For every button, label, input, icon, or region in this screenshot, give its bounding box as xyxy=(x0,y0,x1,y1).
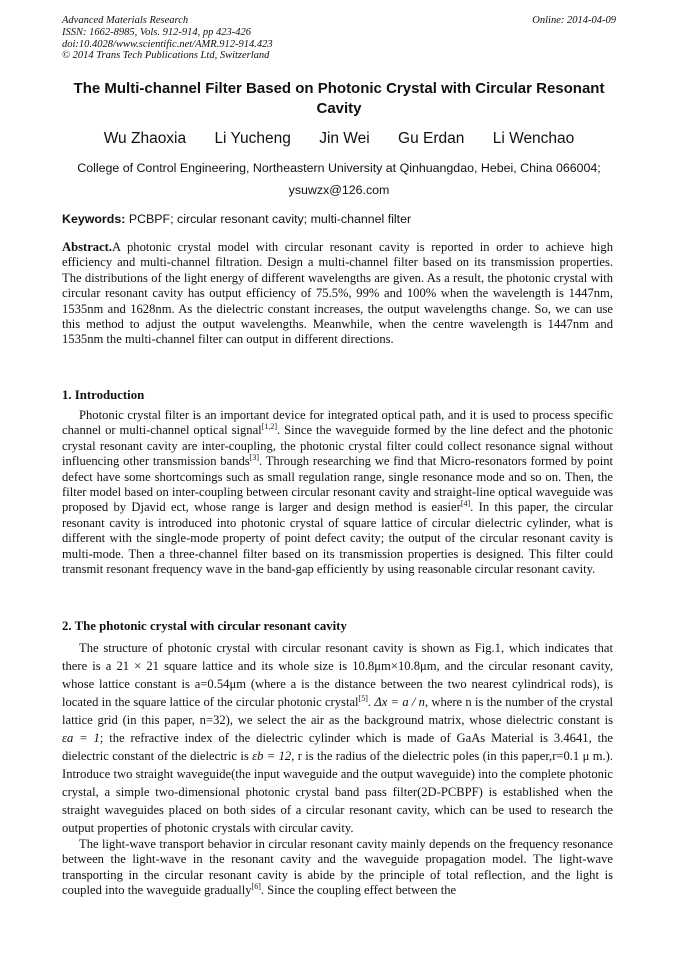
equation: Δx = a / n xyxy=(374,695,425,709)
author: Jin Wei xyxy=(319,130,370,147)
issn-line: ISSN: 1662-8985, Vols. 912-914, pp 423-426 xyxy=(62,26,251,38)
author-list xyxy=(62,130,616,148)
email: ysuwzx@126.com xyxy=(288,183,390,197)
author: Wu Zhaoxia xyxy=(103,130,187,147)
abstract xyxy=(62,240,613,348)
abstract-label: Abstract. xyxy=(62,240,113,254)
citation: [6] xyxy=(251,882,261,892)
copyright-line: © 2014 Trans Tech Publications Ltd, Switzerland xyxy=(62,50,270,62)
section-heading: 1. Introduction xyxy=(62,388,145,402)
paragraph: The light-wave transport behavior in circular resonant cavity mainly depends on the frequency resonance between the light-wave in the resonant cavity and the waveguide propagation model. The light-wave transporting in the circular resonant cavity is abide by the principle of total reflection, and the light is coupled into the waveguide gradually[6]. Since the coupling effect between the xyxy=(62,837,613,898)
citation: [1,2] xyxy=(261,422,278,432)
keywords-text: PCBPF; circular resonant cavity; multi-channel filter xyxy=(128,212,412,226)
journal-name: Advanced Materials Research xyxy=(62,15,189,26)
section-heading: 2. The photonic crystal with circular resonant cavity xyxy=(62,619,347,633)
equation: εb = 12 xyxy=(252,749,292,763)
online-date: Online: 2014-04-09 xyxy=(532,15,616,26)
paper-title: The Multi-channel Filter Based on Photonic Crystal with Circular Resonant Cavity xyxy=(73,80,605,117)
keywords xyxy=(62,212,616,226)
citation: [4] xyxy=(460,499,471,509)
citation: [5] xyxy=(358,693,368,703)
paragraph: The structure of photonic crystal with circular resonant cavity is shown as Fig.1, which indicates that there is a 21 × 21 square lattice and its whole size is 10.8μm×10.8μm, and the circular resonant cavity, whose lattice constant is a=0.54μm (where a is the distance between the two nearest cylindrical rods), is located in the square lattice of the circular photonic crystal[5]. Δx = a / n, where n is the number of the crystal lattice grid (in this paper, n=32), we select the air as the background matrix, whose dielectric constant is εa = 1; the refractive index of the dielectric cylinder which is made of GaAs Material is 3.4641, the dielectric constant of the dielectric is εb = 12, r is the radius of the dielectric poles (in this paper,r=0.1 μ m.). Introduce two straight waveguide(the input waveguide and the output waveguide) into the complete photonic crystal, a simple two-dimensional photonic crystal band pass filter(2D-PCBPF) is established when the straight waveguides placed on both sides of a circular resonant cavity, which can be used to research the output properties of photonic crystals with circular cavity. xyxy=(62,641,613,835)
author: Li Wenchao xyxy=(492,130,575,147)
paragraph: Photonic crystal filter is an important device for integrated optical path, and it is used to process specific channel or multi-channel optical signal[1,2]. Since the waveguide formed by the line defect and the photonic crystal resonant cavity are inter-coupling, the photonic crystal filter could collect resonance signal without influencing other transmission bands[3]. Through researching we find that Micro-resonators formed by point defect have some shortcomings such as small regulation range, single resonance mode and so on. Then, the filter model based on inter-coupling between circular resonant cavity and straight-line optical waveguide was proposed by Djavid ect, whose range is larger and design method is easier[4]. In this paper, the circular resonant cavity is introduced into photonic crystal of square lattice of circular dielectric cylinder, what is different with the single-mode property of point defect cavity; the output of the circular resonant cavity is multi-mode. Then a three-channel filter based on its transmission properties is designed. This filter could transmit resonant frequency wave in the band-gap efficiently by using reasonable circular resonant cavity. xyxy=(62,408,613,577)
journal-header xyxy=(62,15,616,62)
affiliation: College of Control Engineering, Northeastern University at Qinhuangdao, Hebei, China 066004; xyxy=(77,161,601,175)
affiliation-block xyxy=(62,157,616,201)
equation: εa = 1 xyxy=(62,731,100,745)
keywords-label: Keywords: xyxy=(62,212,126,226)
author: Gu Erdan xyxy=(398,130,465,147)
abstract-text: A photonic crystal model with circular resonant cavity is reported in order to achieve high efficiency and multi-channel filtration. Design a multi-channel filter based on its transmission properties. The distributions of the light energy of different wavelengths are given. As a result, the photonic crystal with circular resonant cavity has output efficiency of 75.5%, 99% and 100% when the wavelength is 1447nm, 1535nm and 1628nm. As the dielectric constant increases, the output wavelengths change. So, we can use this method to adjust the output wavelengths. Meanwhile, when the centre wavelength is 1447nm and 1535nm the multi-channel filter can output in different directions. xyxy=(62,240,613,347)
introduction-body xyxy=(62,408,613,577)
doi-line: doi:10.4028/www.scientific.net/AMR.912-914.423 xyxy=(62,38,273,50)
author: Li Yucheng xyxy=(214,130,291,147)
citation: [3] xyxy=(249,453,260,463)
section2-body xyxy=(62,639,613,899)
